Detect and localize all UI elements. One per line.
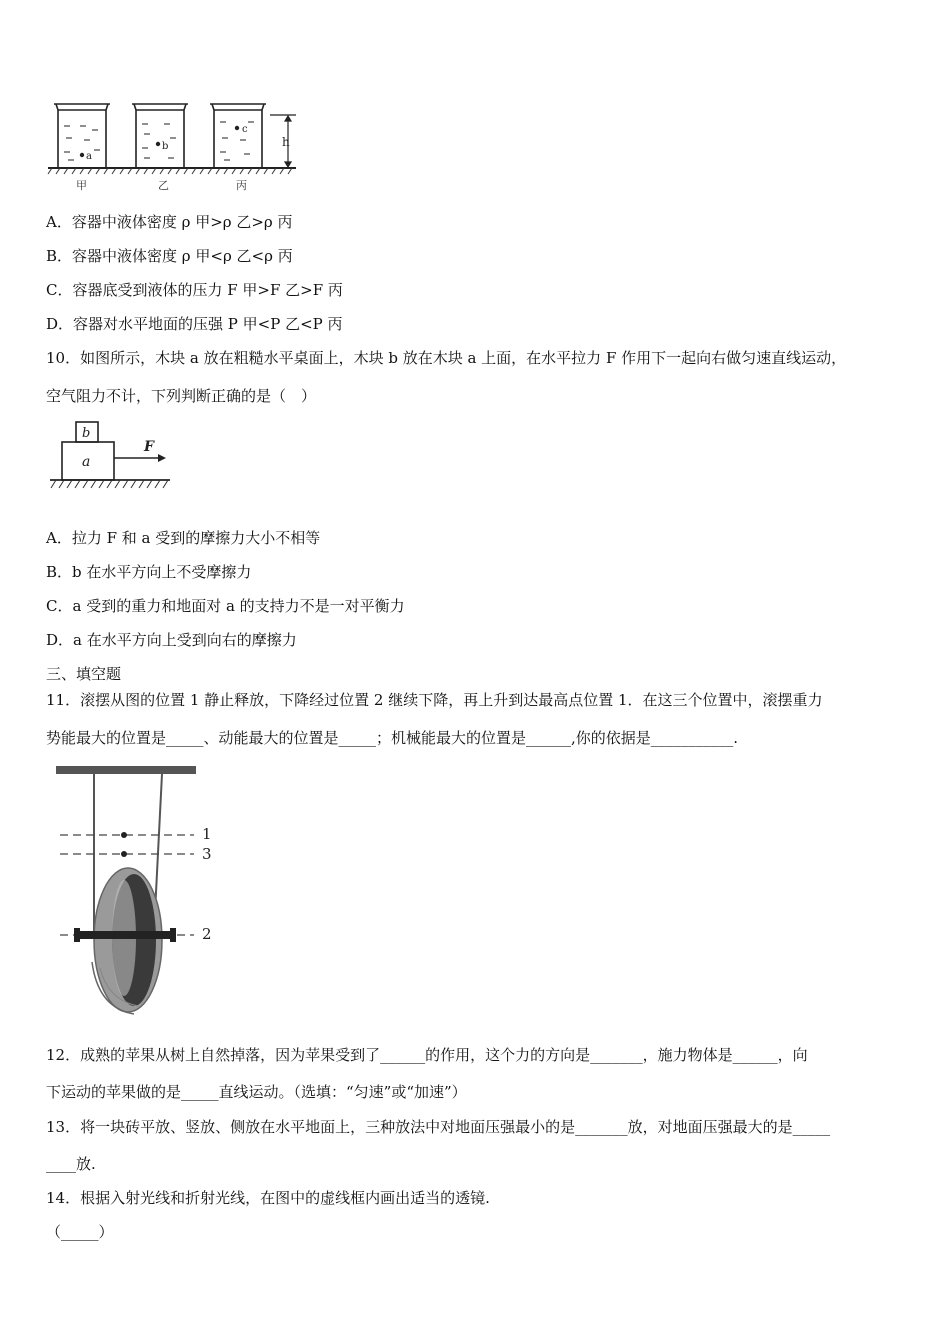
dot-a-label: a xyxy=(86,151,92,162)
q9-option-d: D．容器对水平地面的压强 P 甲<P 乙<P 丙 xyxy=(46,315,343,333)
container-bing xyxy=(210,104,266,168)
block-b-label: b xyxy=(82,426,91,441)
q12-stem-line1: 12．成熟的苹果从树上自然掉落，因为苹果受到了______的作用，这个力的方向是_______，施力物体是______，向 xyxy=(46,1046,808,1064)
blocks-figure xyxy=(46,418,176,494)
q11-stem-line2: 势能最大的位置是_____、动能最大的位置是_____；机械能最大的位置是______,你的依据是___________. xyxy=(46,729,739,747)
height-label: h xyxy=(282,135,290,149)
q10-option-d: D．a 在水平方向上受到向右的摩擦力 xyxy=(46,631,297,649)
position-2-label: 2 xyxy=(202,925,212,943)
q9-option-c: C．容器底受到液体的压力 F 甲>F 乙>F 丙 xyxy=(46,281,343,299)
section-heading: 三、填空题 xyxy=(46,665,122,683)
q10-stem-line2: 空气阻力不计，下列判断正确的是（ ） xyxy=(46,387,317,405)
q10-stem-line1: 10．如图所示，木块 a 放在粗糙水平桌面上，木块 b 放在木块 a 上面，在水平拉力 F 作用下一起向右做匀速直线运动， xyxy=(46,349,847,367)
q10-option-a: A．拉力 F 和 a 受到的摩擦力大小不相等 xyxy=(46,529,321,547)
q12-stem-line2: 下运动的苹果做的是_____直线运动。（选填：“匀速”或“加速”） xyxy=(46,1083,467,1101)
container-jia xyxy=(54,104,110,168)
pendulum-figure xyxy=(54,762,224,1020)
q13-stem-line1: 13．将一块砖平放、竖放、侧放在水平地面上，三种放法中对地面压强最小的是_______放，对地面压强最大的是_____ xyxy=(46,1118,831,1136)
q9-option-a: A．容器中液体密度 ρ 甲>ρ 乙>ρ 丙 xyxy=(46,213,293,231)
q10-option-b: B．b 在水平方向上不受摩擦力 xyxy=(46,563,252,581)
label-bing: 丙 xyxy=(236,179,247,192)
q11-stem-line1: 11．滚摆从图的位置 1 静止释放，下降经过位置 2 继续下降，再上升到达最高点位置 1．在这三个位置中，滚摆重力 xyxy=(46,691,823,709)
containers-figure xyxy=(44,98,304,194)
dot-b-label: b xyxy=(162,141,169,152)
q13-stem-line2: ____放. xyxy=(46,1155,96,1173)
q9-option-b: B．容器中液体密度 ρ 甲<ρ 乙<ρ 丙 xyxy=(46,247,293,265)
label-yi: 乙 xyxy=(158,179,169,192)
q14-stem: 14．根据入射光线和折射光线，在图中的虚线框内画出适当的透镜. xyxy=(46,1189,490,1207)
block-a-label: a xyxy=(82,454,91,470)
q10-option-c: C．a 受到的重力和地面对 a 的支持力不是一对平衡力 xyxy=(46,597,405,615)
force-label: F xyxy=(144,439,154,455)
label-jia: 甲 xyxy=(76,179,87,192)
position-1-label: 1 xyxy=(202,825,212,843)
q14-answer-blank: （_____） xyxy=(46,1223,114,1241)
position-3-label: 3 xyxy=(202,845,212,863)
dot-c-label: c xyxy=(242,124,248,135)
container-yi xyxy=(132,104,188,168)
